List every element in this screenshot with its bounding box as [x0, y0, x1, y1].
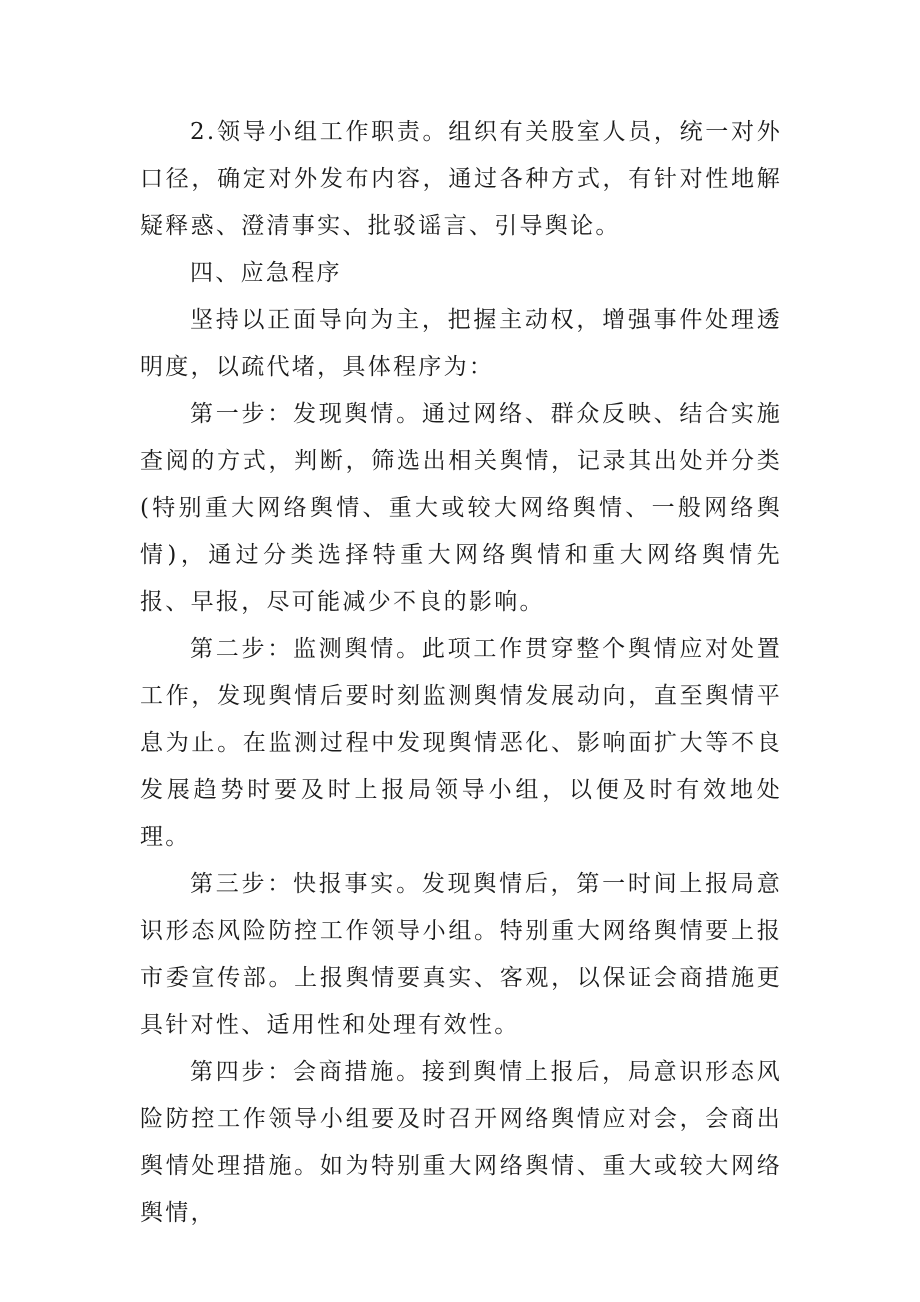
paragraph-step-two: 第二步：监测舆情。此项工作贯穿整个舆情应对处置工作，发现舆情后要时刻监测舆情发展动向，直至舆情平息为止。在监测过程中发现舆情恶化、影响面扩大等不良发展趋势时要及时上报局领导小组，以便及时有效地处理。	[140, 636, 782, 850]
paragraph-step-one: 第一步：发现舆情。通过网络、群众反映、结合实施查阅的方式，判断，筛选出相关舆情，记录其出处并分类(特别重大网络舆情、重大或较大网络舆情、一般网络舆情)，通过分类选择特重大网络舆情和重大网络舆情先报、早报，尽可能减少不良的影响。	[140, 401, 782, 615]
section-heading-emergency-procedure: 四、应急程序	[190, 260, 342, 286]
paragraph-step-three: 第三步：快报事实。发现舆情后，第一时间上报局意识形态风险防控工作领导小组。特别重大网络舆情要上报市委宣传部。上报舆情要真实、客观，以保证会商措施更具针对性、适用性和处理有效性。	[140, 871, 782, 1038]
document-body	[140, 109, 782, 1237]
paragraph-step-four: 第四步：会商措施。接到舆情上报后，局意识形态风险防控工作领导小组要及时召开网络舆情应对会，会商出舆情处理措施。如为特别重大网络舆情、重大或较大网络舆情，	[140, 1059, 782, 1226]
paragraph-leader-group-duties: 2.领导小组工作职责。组织有关股室人员，统一对外口径，确定对外发布内容，通过各种方式，有针对性地解疑释惑、澄清事实、批驳谣言、引导舆论。	[140, 119, 782, 239]
paragraph-procedure-intro: 坚持以正面导向为主，把握主动权，增强事件处理透明度，以疏代堵，具体程序为：	[140, 307, 782, 380]
